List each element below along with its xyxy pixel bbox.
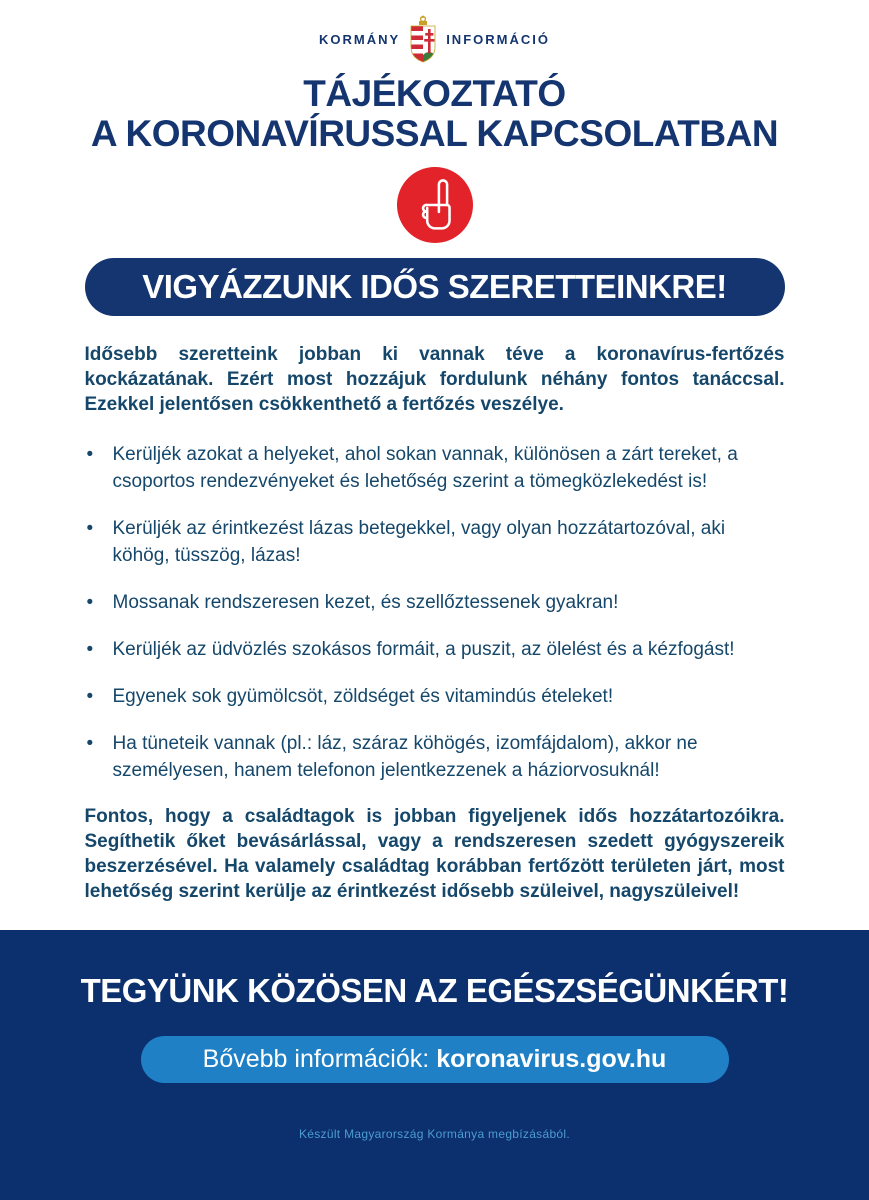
list-item: • Egyenek sok gyümölcsöt, zöldséget és vitamindús ételeket! (85, 683, 785, 710)
page-title-line1: TÁJÉKOZTATÓ (303, 73, 566, 114)
more-info-link-button[interactable] (141, 1036, 729, 1083)
list-item: • Ha tüneteik vannak (pl.: láz, száraz köhögés, izomfájdalom), akkor ne személyesen, hanem telefonon jelentkezzenek a háziorvosuknál! (85, 730, 785, 784)
kormany-informacio-logo (0, 14, 869, 64)
list-item: • Kerüljék azokat a helyeket, ahol sokan vannak, különösen a zárt tereket, a csoportos rendezvényeket és lehetőség szerint a tömegközlekedést is! (85, 441, 785, 495)
body-content (85, 316, 785, 904)
page-title (0, 74, 869, 154)
more-info-domain: koronavirus.gov.hu (436, 1045, 667, 1073)
list-item: • Kerüljék az érintkezést lázas betegekkel, vagy olyan hozzátartozóval, aki köhög, tüsszög, lázas! (85, 515, 785, 569)
closing-paragraph: Fontos, hogy a családtagok is jobban figyeljenek idős hozzátartozóikra. Segíthetik őket bevásárlással, vagy a rendszeresen szedett gyógyszereik beszerzésével. Ha valamely családtag korábban fertőzött területen járt, most lehetőség szerint kerülje az érintkezést idősebb szüleivel, nagyszüleivel! (84, 806, 785, 902)
intro-paragraph: Idősebb szeretteink jobban ki vannak téve a koronavírus-fertőzés kockázatának. Ezért most hozzájuk fordulunk néhány fontos tanáccsal. Ezekkel jelentősen csökkenthető a fertőzés veszélye. (84, 344, 785, 415)
more-info-label: Bővebb információk: (202, 1045, 430, 1073)
headline-banner (85, 258, 785, 316)
footer-section (0, 930, 869, 1200)
pointing-hand-icon (396, 166, 474, 244)
logo-text-informacio: INFORMÁCIÓ (446, 31, 550, 47)
footer-headline: TEGYÜNK KÖZÖSEN AZ EGÉSZSÉGÜNKÉRT! (80, 972, 789, 1009)
logo-text-kormany: KORMÁNY (319, 31, 401, 47)
page-title-line2: A KORONAVÍRUSSAL KAPCSOLATBAN (90, 113, 779, 154)
advice-list (85, 441, 785, 784)
headline-banner-label: VIGYÁZZUNK IDŐS SZERETTEINKRE! (142, 268, 727, 305)
list-item: • Mossanak rendszeresen kezet, és szellőztessenek gyakran! (85, 589, 785, 616)
credit-line: Készült Magyarország Kormánya megbízásából. (298, 1127, 571, 1141)
hungary-coat-of-arms-icon (409, 15, 437, 63)
list-item: • Kerüljék az üdvözlés szokásos formáit, a puszit, az ölelést és a kézfogást! (85, 636, 785, 663)
